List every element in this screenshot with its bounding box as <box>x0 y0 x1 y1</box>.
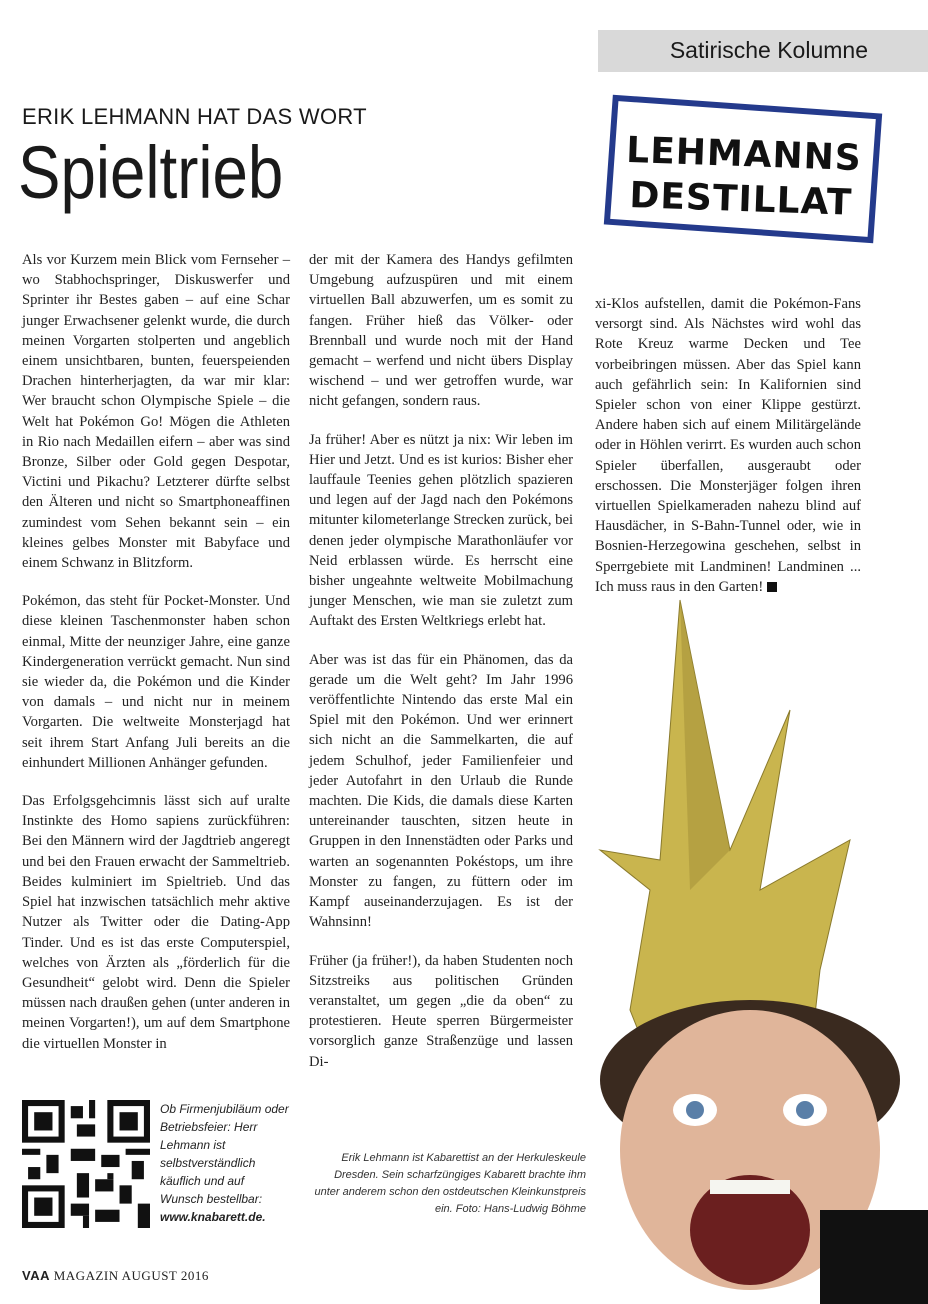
paragraph-text: xi-Klos aufstellen, damit die Pokémon-Fans versorgt sind. Als Nächstes wird wohl das Rote Kreuz warme Decken und Tee vorbeibringen müssen. Aber das Spiel kann auch gefährlich sein: In Kalifornien sind Spieler schon von einer Klippe gestürzt. Andere haben sich auf einem Militärgelände oder in Höhlen verirrt. Es wurden auch schon Spieler überfallen, ausgeraubt oder erschossen. Die Monsterjäger folgen ihren virtuellen Spielkameraden nahezu blind auf Hausdächer, in S-Bahn-Tunnel oder, wie in Bosnien-Herzegowina geschehen, selbst in Sperrgebiete mit Landminen! Landminen ... Ich muss raus in den Garten! <box>595 296 861 595</box>
column-stamp <box>593 84 893 254</box>
paragraph: Ja früher! Aber es nützt ja nix: Wir leben im Hier und Jetzt. Und es ist kurios: Bisher eher lauffaule Teenies gehen plötzlich spazieren und legen auf der Jagd nach den Pokémons mitunter kilometerlange Strecken zurück, bei denen jeder olympische Marathonläufer vor Neid erblassen würde. Es herrscht eine bisher ungeahnte weltweite Mobilmachung junger Menschen, wie man sie zuletzt zum Auftakt des Ersten Weltkriegs erlebt hat. <box>309 431 573 630</box>
paragraph: Als vor Kurzem mein Blick vom Fernseher – wo Stabhochspringer, Diskuswerfer und Sprinter ihr Bestes gaben – auf eine Schar junger Erwachsener gelenkt wurde, die durch meinen Vorgarten stolperten und angeblich einem unsichtbaren, bunten, feuerspeienden Drachen hinterherjagten, da war mir klar: Wer braucht schon Olympische Spiele – die Welt hat Pokémon Go! Mögen die Athleten in Rio nach Medaillen eifern – aber was sind Bronze, Silber oder Gold gegen Despotar, Victini und Pikachu? Letzterer dürfte selbst den Älteren und nicht so Smartphoneaffinen zumindest vom Sehen bekannt sein – ein kleines gelbes Monster mit Babyface und einem Schwanz in Blitzform. <box>22 252 290 572</box>
paragraph: Aber was ist das für ein Phänomen, das da gerade um die Welt geht? Im Jahr 1996 veröffentlichte Nintendo das erste Mal ein Spiel mit den Pokémon. Und wer erinnert sich nicht an die Sammelkarten, die auf jedem Schulhof, jeder Familienfeier und jeder Autofahrt in den Urlaub die Runde machten. Die Kids, die damals diese Karten untereinander tauschten, sitzen heute in Gruppen in den Innenstädten oder Parks und warten an sogenannten Pokéstops, um ihre Monster zu fangen, zu füttern oder im Kampf auseinanderzujagen. Es ist der Wahnsinn! <box>309 651 573 931</box>
author-photo <box>560 590 928 1304</box>
page-footer <box>22 1268 209 1284</box>
website-link[interactable]: www.knabarett.de. <box>160 1210 266 1224</box>
promo-text: Ob Firmenjubiläum oder Betriebsfeier: Herr Lehmann ist selbstverständlich käuflich und auf Wunsch bestellbar: <box>160 1102 289 1206</box>
issue-label: MAGAZIN AUGUST 2016 <box>53 1268 209 1283</box>
stamp-line-1: LEHMANNS <box>625 129 863 180</box>
magazine-brand: VAA <box>22 1268 50 1283</box>
qr-code[interactable] <box>22 1100 150 1228</box>
text-column-2 <box>309 250 573 1090</box>
paragraph: Früher (ja früher!), da haben Studenten noch Sitzstreiks aus politischen Gründen veranstaltet, um gegen „die da oben“ zu protestieren. Heute sperren Bürgermeister vorsorglich ganze Straßenzüge und lassen Di- <box>309 952 573 1070</box>
section-label: Satirische Kolumne <box>669 37 868 63</box>
photo-caption: Erik Lehmann ist Kabarettist an der Herkuleskeule Dresden. Sein scharfzüngiges Kabarett brachte ihm unter anderem schon den ostdeutschen Kleinkunstpreis ein. Foto: Hans-Ludwig Böhme <box>314 1152 586 1215</box>
paragraph <box>595 294 861 597</box>
article-kicker: ERIK LEHMANN HAT DAS WORT <box>22 104 367 129</box>
paragraph: Pokémon, das steht für Pocket-Monster. Und diese kleinen Taschenmonster haben schon einmal, Mitte der neunziger Jahre, eine ganze Kindergeneration verrückt gemacht. Nun sind sie wieder da, die Pokémon und die Kinder von damals – und nicht nur in meinem Vorgarten. Die weltweite Monsterjagd hat seit ihrem Start Anfang Juli bereits an die einhundert Millionen Anhänger gefunden. <box>22 593 290 771</box>
paragraph: der mit der Kamera des Handys gefilmten Umgebung aufzuspüren und mit einem virtuellen Ball abzuwerfen, um es somit zu fangen. Früher hieß das Völker- oder Brennball und wurde noch mit der Hand gemacht – werfend und nicht übers Display wischend – und wer getroffen wurde, war nicht gefangen, sondern raus. <box>309 252 573 410</box>
article-title: Spieltrieb <box>18 131 284 214</box>
paragraph: Das Erfolgsgehcimnis lässt sich auf uralte Instinkte des Homo sapiens zurückführen: Bei den Männern wird der Jagdtrieb angeregt und bei den Frauen erwacht der Sammeltrieb. Beides kulminiert im Spieltrieb. Und das Spiel hat inzwischen tatsächlich mehr aktive Nutzer als Twitter oder die Dating-App Tinder. Und es ist das erste Computerspiel, welches von Ärzten als „förderlich für die Gesundheit“ gelobt wird. Denn die Spieler müssen nach draußen gehen (unter anderen in meinen Vorgarten!), um auf dem Smartphone die virtuellen Monster in <box>22 793 290 1052</box>
booking-promo <box>160 1100 290 1226</box>
stamp-line-2: DESTILLAT <box>628 175 853 224</box>
text-column-1 <box>22 250 290 1072</box>
text-column-3 <box>595 294 861 615</box>
section-header <box>598 30 928 72</box>
